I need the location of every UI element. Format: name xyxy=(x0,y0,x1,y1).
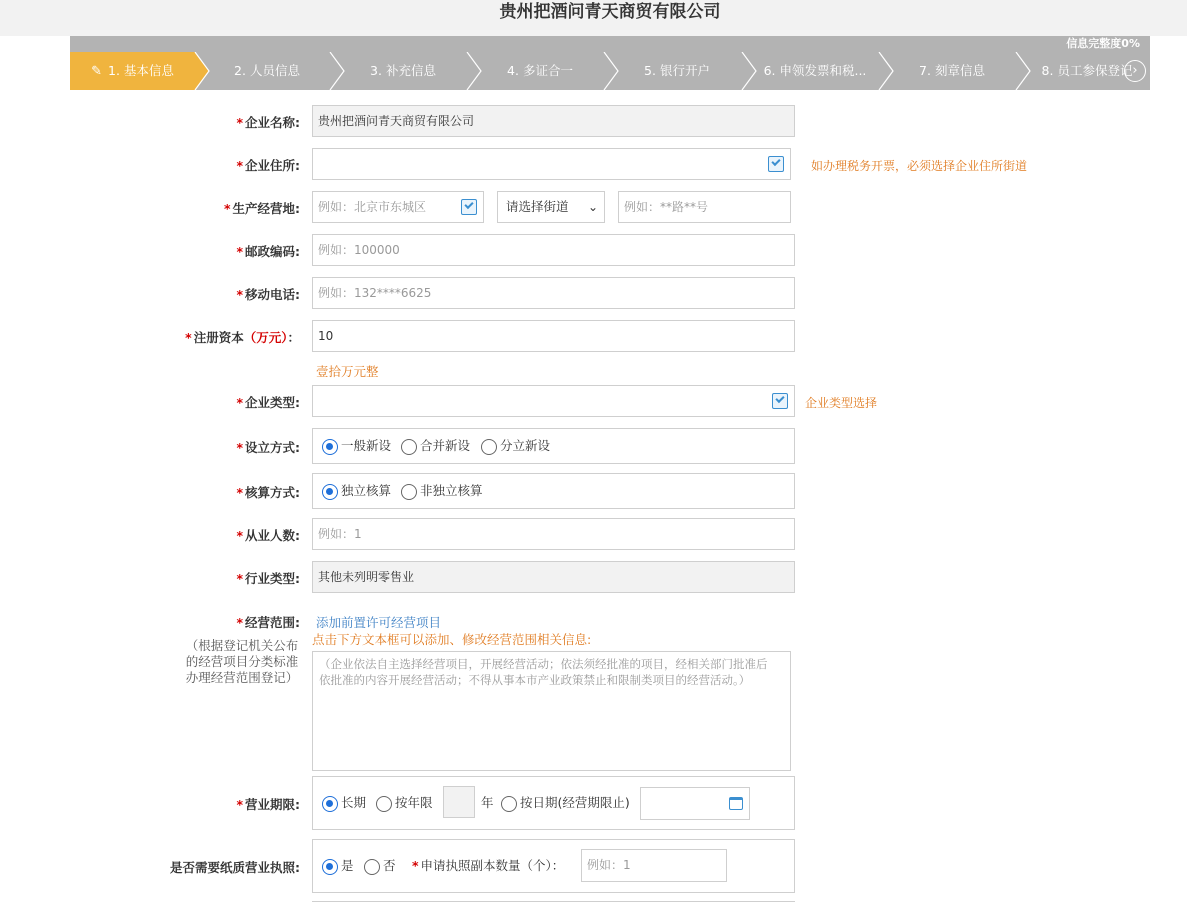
progress-label: 信息完整度0% xyxy=(1066,37,1140,50)
establish-method-label: * 设立方式: xyxy=(236,440,300,455)
step-chevron-icon xyxy=(193,52,213,90)
step-chevron-icon xyxy=(877,52,897,90)
radio-icon xyxy=(401,439,417,455)
paper-license-label: 是否需要纸质营业执照: xyxy=(170,860,300,875)
address-hint: 如办理税务开票，必须选择企业住所街道 xyxy=(811,159,1028,173)
step-label: 7. 刻章信息 xyxy=(919,63,985,78)
company-type-picker-icon[interactable] xyxy=(772,393,788,409)
step-invoice-tax[interactable] xyxy=(753,52,877,90)
industry-label: * 行业类型: xyxy=(236,571,300,586)
capital-amount-text: 壹拾万元整 xyxy=(316,364,379,379)
business-scope-label: * 经营范围: xyxy=(236,615,300,630)
pencil-icon: ✎ xyxy=(91,64,102,79)
business-scope-instruction: 点击下方文本框可以添加、修改经营范围相关信息: xyxy=(312,632,592,647)
company-type-field[interactable] xyxy=(312,385,795,417)
capital-field[interactable]: 10 xyxy=(312,320,795,352)
step-chevron-icon xyxy=(465,52,485,90)
step-seal-info[interactable] xyxy=(890,52,1014,90)
establish-split-radio[interactable]: 分立新设 xyxy=(481,437,550,455)
calendar-icon[interactable] xyxy=(729,797,743,810)
district-picker-icon[interactable] xyxy=(461,199,477,215)
radio-selected-icon xyxy=(322,439,338,455)
step-label: 1. 基本信息 xyxy=(108,63,174,78)
step-personnel-info[interactable] xyxy=(205,52,329,90)
postal-code-label: * 邮政编码: xyxy=(236,244,300,259)
radio-icon xyxy=(481,439,497,455)
step-chevron-icon xyxy=(602,52,622,90)
radio-selected-icon xyxy=(322,796,338,812)
step-bank-account[interactable] xyxy=(615,52,739,90)
step-basic-info[interactable] xyxy=(70,52,195,90)
accounting-non-independent-radio[interactable]: 非独立核算 xyxy=(401,482,483,500)
term-date-radio[interactable]: 按日期(经营期限止) xyxy=(501,794,630,812)
step-label: 2. 人员信息 xyxy=(234,63,300,78)
production-site-label: * 生产经营地: xyxy=(223,201,300,216)
radio-icon xyxy=(376,796,392,812)
establish-general-radio[interactable]: 一般新设 xyxy=(322,437,391,455)
paper-license-group xyxy=(312,839,795,893)
employees-label: * 从业人数: xyxy=(236,528,300,543)
address-field[interactable] xyxy=(312,148,791,180)
street-select[interactable]: 请选择街道 ⌄ xyxy=(497,191,605,223)
license-copies-label: * 申请执照副本数量（个）： xyxy=(412,858,565,873)
capital-label: * 注册资本（万元）： xyxy=(185,330,300,345)
establish-method-group xyxy=(312,428,795,464)
term-long-radio[interactable]: 长期 xyxy=(322,794,366,812)
business-scope-textarea[interactable]: （企业依法自主选择经营项目，开展经营活动；依法须经批准的项目，经相关部门批准后 依批准的内容开展经营活动；不得从事本市产业政策禁止和限制类项目的经营活动。） xyxy=(312,651,791,771)
accounting-independent-radio[interactable]: 独立核算 xyxy=(322,482,391,500)
term-years-input[interactable] xyxy=(443,786,475,818)
business-scope-note: （根据登记机关公布 的经营项目分类标准 办理经营范围登记） xyxy=(185,638,299,685)
industry-field[interactable]: 其他未列明零售业 xyxy=(312,561,795,593)
radio-icon xyxy=(364,859,380,875)
term-year-unit: 年 xyxy=(481,795,494,810)
step-wizard xyxy=(70,52,1150,90)
address-label: * 企业住所: xyxy=(236,158,300,173)
paper-license-yes-radio[interactable]: 是 xyxy=(322,857,354,875)
accounting-method-label: * 核算方式: xyxy=(236,485,300,500)
radio-icon xyxy=(401,484,417,500)
address-picker-icon[interactable] xyxy=(768,156,784,172)
radio-icon xyxy=(501,796,517,812)
accounting-method-group xyxy=(312,473,795,509)
term-end-date-field[interactable] xyxy=(640,787,750,820)
mobile-field[interactable]: 例如：132****6625 xyxy=(312,277,795,309)
company-name-field[interactable]: 贵州把酒问青天商贸有限公司 xyxy=(312,105,795,137)
postal-code-field[interactable]: 例如：100000 xyxy=(312,234,795,266)
radio-selected-icon xyxy=(322,859,338,875)
step-supplementary-info[interactable] xyxy=(341,52,465,90)
production-detail-field[interactable]: 例如：**路**号 xyxy=(618,191,791,223)
step-label: 6. 申领发票和税... xyxy=(763,63,867,78)
step-label: 8. 员工参保登记 xyxy=(1041,63,1133,78)
business-term-group xyxy=(312,776,795,830)
completeness-progress xyxy=(70,36,1150,52)
company-name-label: * 企业名称: xyxy=(236,115,300,130)
chevron-down-icon: ⌄ xyxy=(587,200,598,214)
steps-next-icon[interactable]: › xyxy=(1124,60,1146,82)
company-type-link[interactable]: 企业类型选择 xyxy=(805,396,878,410)
mobile-label: * 移动电话: xyxy=(236,287,300,302)
paper-license-no-radio[interactable]: 否 xyxy=(364,857,396,875)
step-chevron-icon xyxy=(1014,52,1034,90)
step-chevron-icon xyxy=(328,52,348,90)
company-type-label: * 企业类型: xyxy=(236,395,300,410)
page-title: 贵州把酒问青天商贸有限公司 xyxy=(499,2,721,22)
license-copies-field[interactable]: 例如：1 xyxy=(581,849,727,882)
term-years-radio[interactable]: 按年限 xyxy=(376,794,433,812)
employees-field[interactable]: 例如：1 xyxy=(312,518,795,550)
step-label: 5. 银行开户 xyxy=(644,63,710,78)
establish-merge-radio[interactable]: 合并新设 xyxy=(401,437,470,455)
step-chevron-icon xyxy=(740,52,760,90)
add-licensed-project-link[interactable]: 添加前置许可经营项目 xyxy=(316,615,442,630)
step-label: 3. 补充信息 xyxy=(370,63,436,78)
step-label: 4. 多证合一 xyxy=(507,63,573,78)
business-term-label: * 营业期限: xyxy=(236,797,300,812)
step-multi-certificate[interactable] xyxy=(478,52,602,90)
production-district-field[interactable]: 例如：北京市东城区 xyxy=(312,191,484,223)
radio-selected-icon xyxy=(322,484,338,500)
